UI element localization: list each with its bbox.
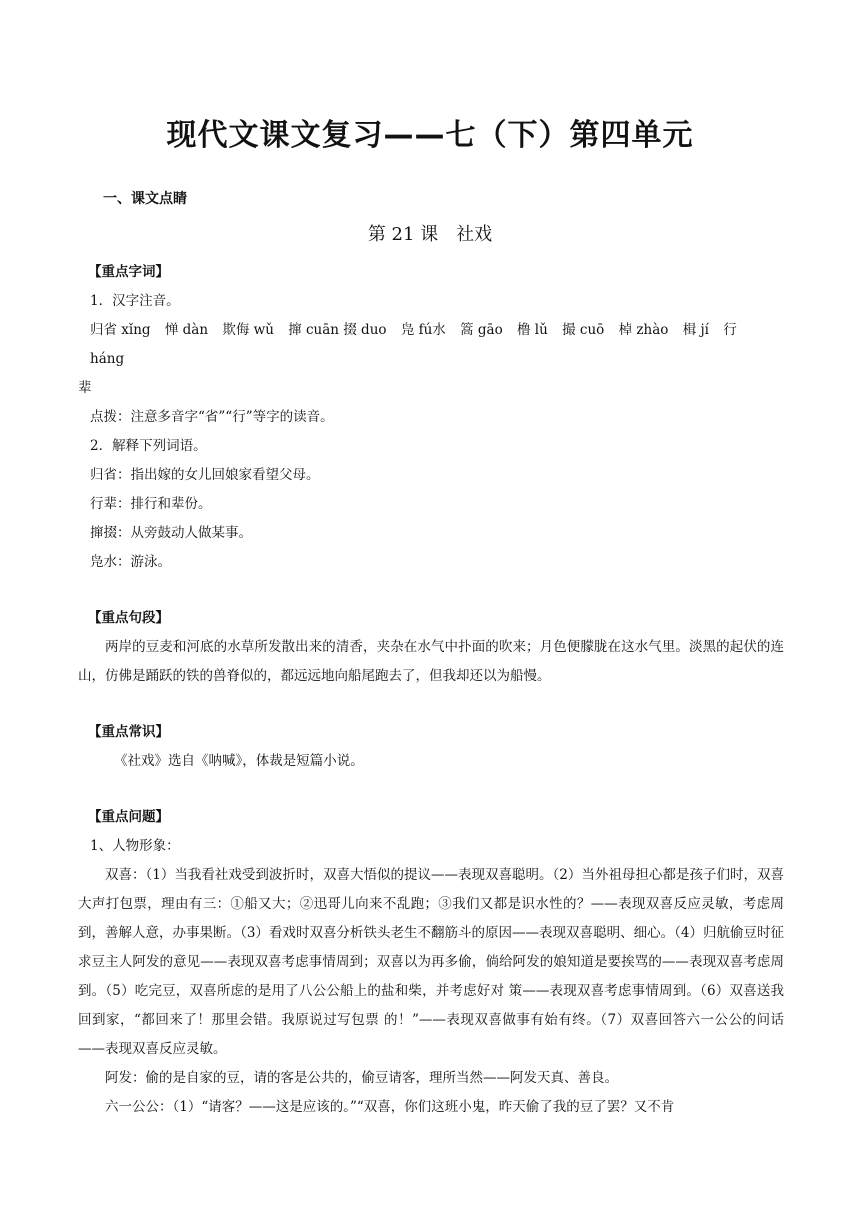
key-questions-item1: 1、人物形象：: [90, 838, 180, 854]
key-questions-header: 【重点问题】: [88, 809, 169, 825]
key-knowledge-header: 【重点常识】: [88, 724, 169, 740]
pinyin-entry: 棹 zhào: [618, 322, 669, 338]
lesson-title: 第 21 课 社戏: [367, 224, 493, 245]
definition: 归省：指出嫁的女儿回娘家看望父母。: [90, 467, 320, 483]
key-sentences-text: 两岸的豆麦和河底的水草所发散出来的清香，夹杂在水气中扑面的吹来；月色便朦胧在这水气里。淡黑的起伏的连山，仿佛是踊跃的铁的兽脊似的，都远远地向船尾跑去了，但我却还以为船慢。: [78, 639, 784, 684]
pinyin-entry: 篙 gāo: [460, 322, 503, 338]
pinyin-entry: 撺 cuān 掇 duo: [288, 322, 387, 338]
key-words-tip: 点拨：注意多音字“省”“行”等字的读音。: [90, 409, 334, 425]
pinyin-entry: 撮 cuō: [562, 322, 605, 338]
definition: 凫水：游泳。: [90, 554, 171, 570]
pinyin-wrap: 辈: [78, 380, 92, 396]
pinyin-entry: 欺侮 wǔ: [222, 322, 274, 338]
pinyin-entry: 行 háng: [90, 322, 737, 367]
key-sentences-header: 【重点句段】: [88, 610, 169, 626]
key-words-item2: 2．解释下列词语。: [90, 438, 207, 454]
key-words-header: 【重点字词】: [88, 264, 169, 280]
shuangxi-paragraph: 双喜：（1）当我看社戏受到波折时，双喜大悟似的提议——表现双喜聪明。（2）当外祖母担心都是孩子们时，双喜大声打包票，理由有三：①船又大；②迅哥儿向来不乱跑；③我们又都是识水性的？——表现双喜反应灵敏，考虑周到，善解人意，办事果断。（3）看戏时双喜分析铁头老生不翻筋斗的原因——表现双喜聪明、细心。（4）归航偷豆时征求豆主人阿发的意见——表现双喜考虑事情周到；双喜以为再多偷，倘给阿发的娘知道是要挨骂的——表现双喜考虑周到。（5）吃完豆，双喜所虑的是用了八公公船上的盐和柴，并考虑好对 策——表现双喜考虑事情周到。（6）双喜送我回到家，“都回来了！那里会错。我原说过写包票 的！”——表现双喜做事有始有终。（7）双喜回答六一公公的问话——表现双喜反应灵敏。: [78, 867, 784, 1057]
pinyin-entry: 惮 dàn: [164, 322, 209, 338]
afa-paragraph: 阿发：偷的是自家的豆，请的客是公共的，偷豆请客，理所当然——阿发天真、善良。: [105, 1070, 618, 1086]
pinyin-entry: 凫 fú水: [400, 322, 446, 338]
pinyin-entry: 橹 lǔ: [517, 322, 548, 338]
liuyi-paragraph: 六一公公：（1）“请客？——这是应该的。”“双喜，你们这班小鬼，昨天偷了我的豆了罢？又不肯: [105, 1099, 675, 1115]
key-knowledge-text: 《社戏》选自《呐喊》，体裁是短篇小说。: [114, 753, 364, 769]
pinyin-entry: 归省 xǐng: [90, 322, 151, 338]
section-heading: 一、课文点睛: [103, 191, 187, 207]
document-title: 现代文课文复习——七（下）第四单元: [166, 118, 694, 153]
pinyin-entry: 楫 jí: [682, 322, 709, 338]
pinyin-list: [78, 316, 784, 374]
definition: 行辈：排行和辈份。: [90, 496, 212, 512]
definition: 撺掇：从旁鼓动人做某事。: [90, 525, 252, 541]
document-body: [78, 258, 784, 1122]
key-words-item1: 1．汉字注音。: [90, 293, 180, 309]
